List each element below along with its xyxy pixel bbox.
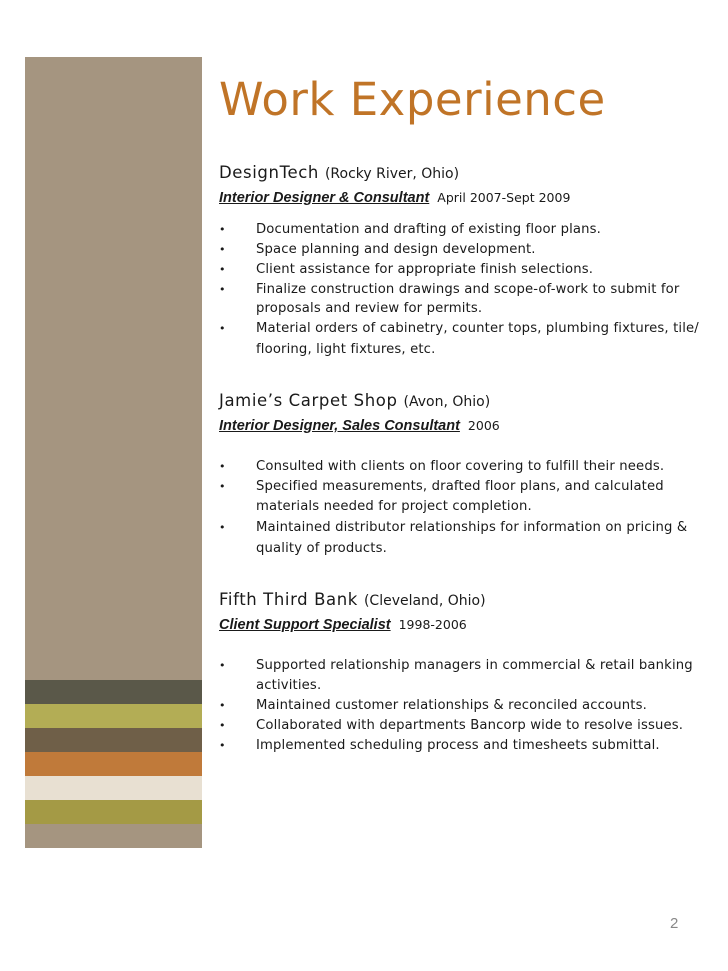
list-item: • Collaborated with departments Bancorp wide to resolve issues. <box>219 716 719 736</box>
list-item: • Finalize construction drawings and scope-of-work to submit for proposals and review for permits. <box>219 282 680 316</box>
bullet-icon: • <box>219 521 226 534</box>
bullet-icon: • <box>219 243 226 256</box>
job-dates: 2006 <box>467 418 500 433</box>
page-title: Work Experience <box>219 73 606 126</box>
role-line <box>219 188 719 208</box>
content-area <box>219 72 719 756</box>
bullet-icon: • <box>219 739 226 752</box>
company-name: DesignTech <box>219 163 319 182</box>
bullet-icon: • <box>219 263 226 276</box>
bullet-icon: • <box>219 480 226 493</box>
company-name: Jamie’s Carpet Shop <box>219 391 398 410</box>
job-role: Interior Designer & Consultant <box>219 190 430 206</box>
list-item: • Documentation and drafting of existing floor plans. <box>219 220 719 240</box>
bullet-icon: • <box>219 283 226 296</box>
job-role: Interior Designer, Sales Consultant <box>219 418 460 434</box>
list-item: • Consulted with clients on floor covering to fulfill their needs. <box>219 457 719 477</box>
job-dates: 1998-2006 <box>398 617 467 632</box>
list-item: • Maintained customer relationships & reconciled accounts. <box>219 696 719 716</box>
list-item: • Maintained distributor relationships for information on pricing & quality of products. <box>219 517 719 559</box>
bullet-icon: • <box>219 322 226 335</box>
bullet-icon: • <box>219 699 226 712</box>
page-number: 2 <box>670 915 679 932</box>
list-item: • Supported relationship managers in commercial & retail banking activities. <box>219 658 693 693</box>
color-stripe-6 <box>25 800 202 824</box>
role-line <box>219 416 719 436</box>
company-location: (Cleveland, Ohio) <box>363 593 486 609</box>
company-name: Fifth Third Bank <box>219 590 358 609</box>
list-item: • Implemented scheduling process and timesheets submittal. <box>219 736 719 756</box>
job-role: Client Support Specialist <box>219 617 391 633</box>
company-line <box>219 589 719 612</box>
color-stripe-1 <box>25 680 202 704</box>
bullet-icon: • <box>219 223 226 236</box>
bullet-icon: • <box>219 719 226 732</box>
bullet-icon: • <box>219 659 226 672</box>
company-location: (Avon, Ohio) <box>403 394 491 410</box>
color-stripe-5 <box>25 776 202 800</box>
bullet-list <box>219 656 719 756</box>
color-stripe-4 <box>25 752 202 776</box>
job-entry <box>219 589 719 756</box>
job-entry <box>219 390 719 559</box>
list-item: • Client assistance for appropriate finish selections. <box>219 260 719 280</box>
company-line <box>219 390 719 413</box>
list-item: • Material orders of cabinetry, counter tops, plumbing fixtures, tile/ flooring, light fixtures, etc. <box>219 318 719 360</box>
job-entry <box>219 162 719 360</box>
bullet-list <box>219 457 719 559</box>
color-stripe-3 <box>25 728 202 752</box>
bullet-list <box>219 220 719 360</box>
company-line <box>219 162 719 185</box>
list-item: • Space planning and design development. <box>219 240 719 260</box>
color-stripe-2 <box>25 704 202 728</box>
company-location: (Rocky River, Ohio) <box>324 166 460 182</box>
bullet-icon: • <box>219 460 226 473</box>
list-item: • Specified measurements, drafted floor plans, and calculated materials needed for project completion. <box>219 479 664 514</box>
role-line <box>219 615 719 635</box>
job-dates: April 2007-Sept 2009 <box>437 190 571 205</box>
